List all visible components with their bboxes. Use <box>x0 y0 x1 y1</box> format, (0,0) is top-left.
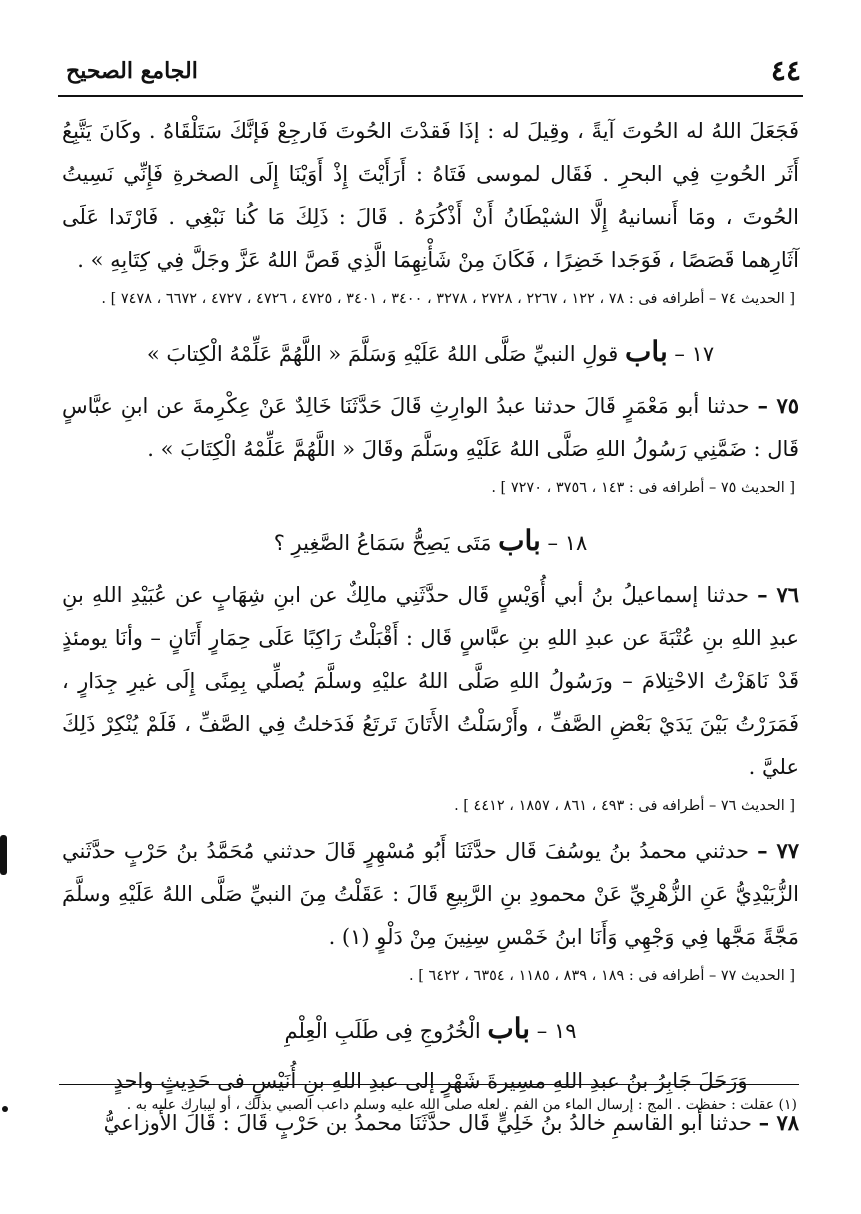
bab-word: باب <box>487 1012 531 1045</box>
bab-word: باب <box>498 524 541 557</box>
hadith-number: ٧٧ – <box>757 838 799 863</box>
chapter-number: ١٩ – <box>536 1019 577 1043</box>
hadith-text: حدثنا أبو القاسمِ خالدُ بنُ خَلِيٍّ قَال حدَّثَنَا محمدُ بن حَرْبٍ قَالَ : قَالَ الأَوزاعيُّ <box>103 1111 752 1135</box>
chapter-number: ١٨ – <box>547 531 588 555</box>
chapter-title: قولِ النبيِّ صَلَّى اللهُ عَلَيْهِ وَسَلَّمَ « اللَّهُمَّ عَلِّمْهُ الْكِتابَ » <box>146 342 619 366</box>
page-number: ٤٤ <box>770 54 801 87</box>
scan-dot-mark <box>2 1106 8 1112</box>
cross-reference-75: [ الحديث ٧٥ – أطرافه فى : ١٤٣ ، ٣٧٥٦ ، ٧٢٧٠ ] . <box>491 480 795 496</box>
cross-reference-77: [ الحديث ٧٧ – أطرافه فى : ١٨٩ ، ٨٣٩ ، ١١٨٥ ، ٦٣٥٤ ، ٦٤٢٢ ] . <box>409 968 795 984</box>
header-rule <box>58 95 803 97</box>
hadith-77 <box>62 829 799 959</box>
chapter-17-heading <box>62 332 799 374</box>
hadith-76 <box>62 573 799 789</box>
hadith-text: حدثني محمدُ بنُ يوسُفَ قَال حدَّثَنَا أَبُو مُسْهِرٍ قَالَ حدثني مُحَمَّدُ بنُ حَرْبٍ حدَّثَني الزُّبَيْدِيُّ عَنِ الزُّهْرِيِّ عَنْ محمودِ بنِ الرَّبِيعِ قَالَ : عَقَلْتُ مِنَ النبيِّ صَلَّى اللهُ عَلَيْهِ وسلَّمَ مَجَّةً مَجَّها فِي وَجْهِي وَأَنَا ابنُ خَمْسِ سِنِينَ مِنْ دَلْوٍ (١) . <box>62 839 799 949</box>
chapter-19-intro: وَرَحَلَ جَابِرُ بنُ عبدِ اللهِ مسِيرةَ شَهْرٍ إلى عبدِ اللهِ بنِ أُنَيْسٍ فى حَدِيثٍ واحدٍ <box>113 1069 748 1093</box>
scan-edge-mark <box>0 835 7 875</box>
cross-reference-74: [ الحديث ٧٤ – أطرافه فى : ٧٨ ، ١٢٢ ، ٢٢٦٧ ، ٢٧٢٨ ، ٣٢٧٨ ، ٣٤٠٠ ، ٣٤٠١ ، ٤٧٢٥ ، ٤٧٢٦ ، ٤٧٢٧ ، ٦٦٧٢ ، ٧٤٧٨ ] . <box>101 291 795 307</box>
hadith-number: ٧٨ – <box>758 1110 799 1135</box>
chapter-title: الْخُرُوجِ فِى طَلَبِ الْعِلْمِ <box>284 1019 481 1043</box>
chapter-number: ١٧ – <box>674 342 715 366</box>
hadith-text: حدثنا إسماعيلُ بنُ أبي أُوَيْسٍ قَال حدَّثَنِي مالِكٌ عن ابنِ شِهَابٍ عن عُبَيْدِ اللهِ بنِ عبدِ اللهِ بنِ عُتْبَةَ عن عبدِ اللهِ بنِ عبَّاسٍ قَال : أَقْبَلْتُ رَاكِبًا عَلَى حِمَارٍ أَتَانٍ – وأنَا يومئذٍ قَدْ نَاهَزْتُ الاحْتِلامَ – ورَسُولُ اللهِ صَلَّى اللهُ عليْهِ وسلَّمَ يُصلِّي بِمِنًى إِلَى غيرِ جِدَارٍ ، فَمَرَرْتُ بَيْنَ يَدَيْ بَعْضِ الصَّفِّ ، وأَرْسَلْتُ الأَتَانَ تَرتَعُ فَدَخلتُ فِي الصَّفِّ ، فَلَمْ يُنْكِرْ ذَلِكَ عليَّ . <box>62 583 799 779</box>
cross-reference-76: [ الحديث ٧٦ – أطرافه فى : ٤٩٣ ، ٨٦١ ، ١٨٥٧ ، ٤٤١٢ ] . <box>454 798 795 814</box>
hadith-74-continuation: فَجَعَلَ اللهُ له الحُوتَ آيةً ، وقِيلَ له : إذَا فَقدْتَ الحُوتَ فَارجِعْ فَإنَّكَ سَتَلْقَاهُ . وكَانَ يَتَّبِعُ أَثَر الحُوتِ فِي البحرِ . فَقَال لموسى فَتَاهُ : أَرَأَيْتَ إِذْ أَوَيْنَا إِلَى الصخرةِ فَإِنِّي نَسِيتُ الحُوتَ ، ومَا أَنسانيهُ إِلَّا الشيْطَانُ أَنْ أَذْكُرَهُ . قَالَ : ذَلِكَ مَا كُنا نَبْغِي . فَارْتَدا عَلَى آثَارِهما قَصَصًا ، فَوَجَدا خَضِرًا ، فَكَانَ مِنْ شَأْنِهِمَا الَّذِي قَصَّ اللهُ عَزَّ وجَلَّ فِي كِتَابِهِ » . <box>62 119 799 272</box>
hadith-text: حدثنا أبو مَعْمَرٍ قَالَ حدثنا عبدُ الوارِثِ قَالَ حَدَّثَنَا خَالِدٌ عَنْ عِكْرِمةَ عن ابنِ عبَّاسٍ قَال : ضَمَّنِي رَسُولُ اللهِ صَلَّى اللهُ عَلَيْهِ وسَلَّمَ وقَالَ « اللَّهُمَّ عَلِّمْهُ الْكِتَابَ » . <box>62 394 799 461</box>
hadith-number: ٧٦ – <box>757 582 800 607</box>
chapter-18-heading <box>62 521 799 563</box>
page-header <box>58 48 803 94</box>
hadith-75 <box>62 384 799 471</box>
footnote-rule <box>59 1084 799 1085</box>
bab-word: باب <box>625 335 668 368</box>
page-body <box>62 110 799 1145</box>
footnote: (١) عقلت : حفظت . المج : إرسال الماء من الفم . لعله صلى الله عليه وسلم داعب الصبي بذلك ، أو ليبارك عليه به . <box>126 1097 797 1113</box>
chapter-19-heading <box>62 1009 799 1051</box>
hadith-number: ٧٥ – <box>757 393 799 418</box>
chapter-title: مَتَى يَصِحُّ سَمَاعُ الصَّغِيرِ ؟ <box>273 531 492 555</box>
running-title: الجامع الصحيح <box>66 58 198 84</box>
